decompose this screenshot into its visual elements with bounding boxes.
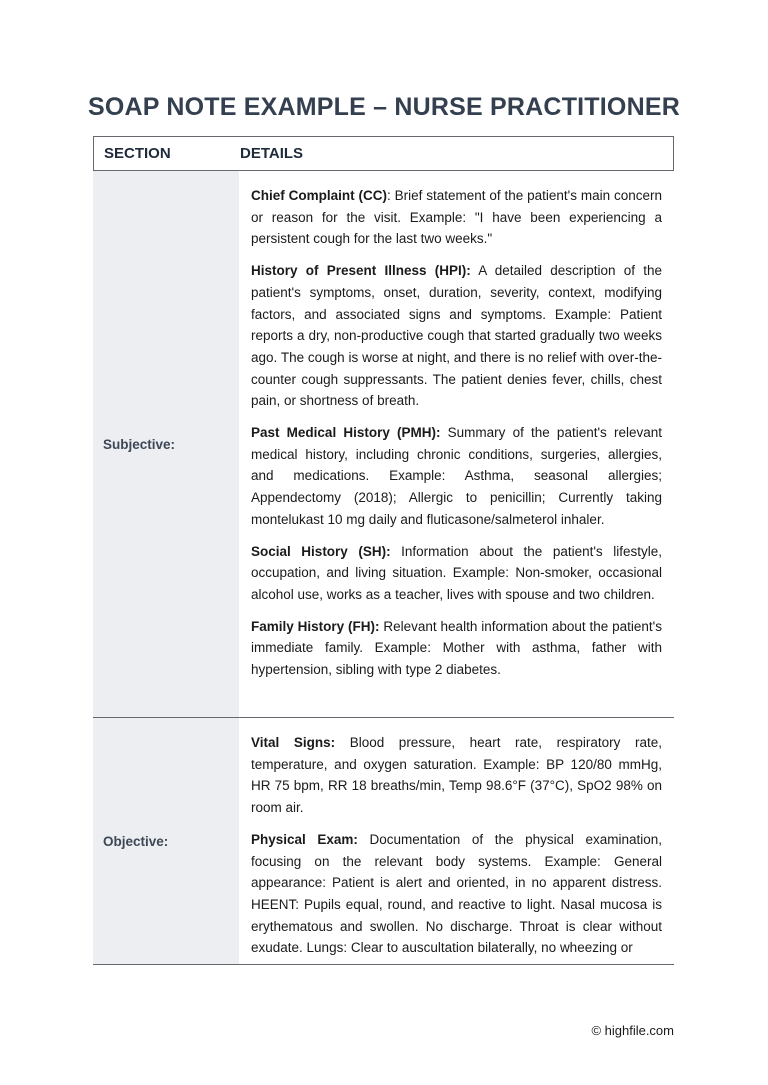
vital-signs [251, 732, 662, 819]
term: Social History (SH): [251, 543, 391, 559]
row-subjective [93, 171, 674, 718]
term: Physical Exam: [251, 831, 358, 847]
section-label-objective: Objective: [93, 718, 239, 964]
past-medical-history [251, 422, 662, 531]
desc: A detailed description of the patient's symptoms, onset, duration, severity, context, modifying factors, and associated signs and symptoms. Example: Patient reports a dry, non-productive cough that started gradually two weeks ago. The cough is worse at night, and there is no relief with over-the-counter cough suppressants. The patient denies fever, chills, chest pain, or shortness of breath. [251, 263, 662, 409]
table-header [93, 136, 674, 171]
physical-exam [251, 829, 662, 959]
term: History of Present Illness (HPI): [251, 263, 471, 279]
term: Chief Complaint (CC) [251, 188, 387, 203]
term: Past Medical History (PMH): [251, 425, 441, 441]
term: Vital Signs: [251, 735, 336, 750]
details-objective [239, 718, 674, 964]
desc: Information about the patient's lifestyle, occupation, and living situation. Example: Non-smoker, occasional alcohol use, works as a teacher, lives with spouse and two children. [251, 543, 662, 602]
footer-copyright: © highfile.com [591, 1023, 674, 1038]
header-section: SECTION [104, 145, 171, 162]
details-subjective [239, 171, 674, 717]
social-history [251, 541, 662, 606]
history-present-illness [251, 260, 662, 412]
soap-table [93, 136, 674, 965]
desc: Documentation of the physical examination, focusing on the relevant body systems. Example: General appearance: Patient is alert and oriented, in no apparent distress. HEENT: Pupils equal, round, and reactive to light. Nasal mucosa is erythematous and swollen. No discharge. Throat is clear without exudate. Lungs: Clear to auscultation bilaterally, no wheezing or [251, 831, 662, 956]
desc: Summary of the patient's relevant medical history, including chronic conditions, surgeries, allergies, and medications. Example: Asthma, seasonal allergies; Appendectomy (2018); Allergic to penicillin; Currently taking montelukast 10 mg daily and fluticasone/salmeterol inhaler. [251, 425, 662, 527]
family-history [251, 616, 662, 681]
section-label-subjective: Subjective: [93, 171, 239, 717]
row-objective [93, 718, 674, 965]
term: Family History (FH): [251, 618, 380, 634]
page-title: SOAP NOTE EXAMPLE – NURSE PRACTITIONER [88, 92, 680, 121]
desc: Relevant health information about the patient's immediate family. Example: Mother with asthma, father with hypertension, sibling with type 2 diabetes. [251, 618, 663, 678]
desc: Blood pressure, heart rate, respiratory rate, temperature, and oxygen saturation. Example: BP 120/80 mmHg, HR 75 bpm, RR 18 breaths/min, Temp 98.6°F (37°C), SpO2 98% on room air. [251, 735, 662, 816]
header-details: DETAILS [240, 145, 304, 162]
desc: : Brief statement of the patient's main concern or reason for the visit. Example: "I have been experiencing a persistent cough for the last two weeks." [251, 188, 662, 247]
chief-complaint [251, 185, 662, 250]
